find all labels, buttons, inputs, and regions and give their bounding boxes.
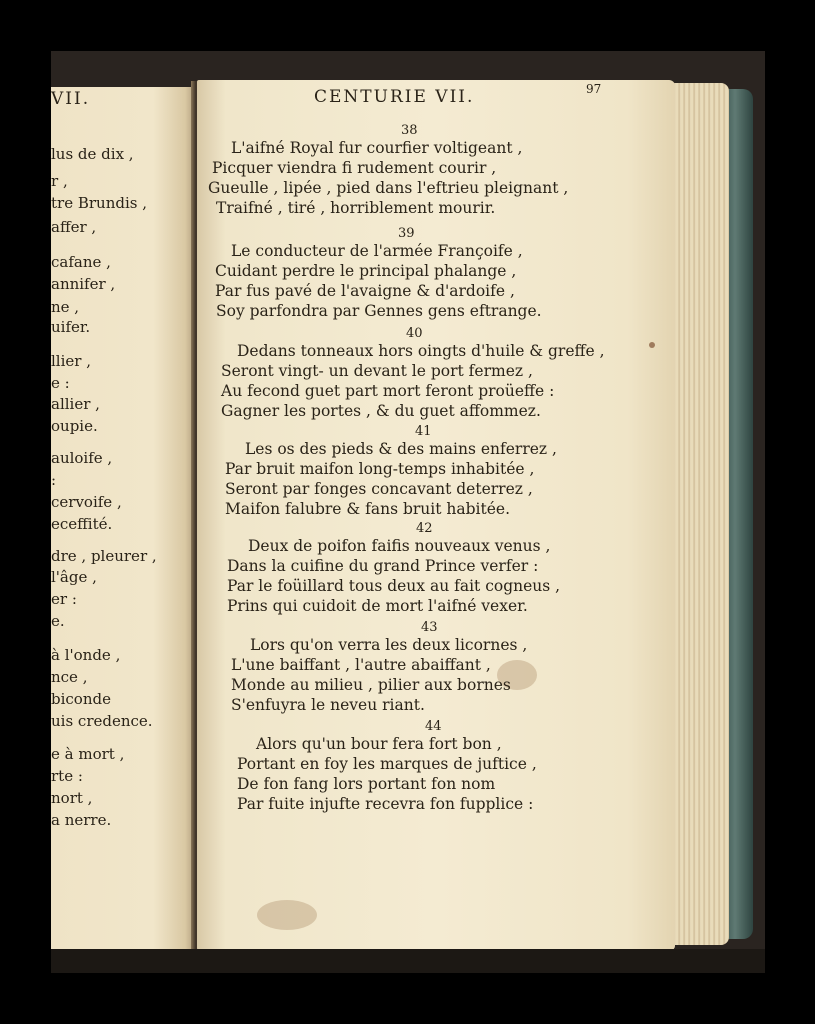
left-page-line: ne , [51, 298, 80, 316]
verse-line: Dans la cuifine du grand Prince verfer : [227, 557, 539, 575]
foxing-stain [257, 900, 317, 930]
quatrain-number: 38 [401, 123, 418, 138]
quatrain-number: 43 [421, 620, 438, 635]
left-page-line: oupie. [51, 417, 98, 435]
left-page-line: lus de dix , [51, 145, 134, 163]
left-page-line: biconde [51, 690, 111, 708]
left-page-line: nort , [51, 789, 93, 807]
left-page-line: r , [51, 172, 68, 190]
quatrain-number: 42 [416, 521, 433, 536]
verse-line: Gagner les portes , & du guet affommez. [221, 402, 541, 420]
book-photograph [51, 51, 765, 973]
left-page-line: llier , [51, 352, 91, 370]
left-page-line: : [51, 471, 57, 489]
left-page-line: dre , pleurer , [51, 547, 157, 565]
verse-line: L'aifné Royal fur courfier voltigeant , [231, 139, 523, 157]
page-fore-edge [671, 83, 729, 945]
left-page-line: allier , [51, 395, 100, 413]
verse-line: Les os des pieds & des mains enferrez , [245, 440, 557, 458]
verse-line: Gueulle , lipée , pied dans l'eftrieu pleignant , [208, 179, 569, 197]
verse-line: Traifné , tiré , horriblement mourir. [216, 199, 496, 217]
left-page-line: tre Brundis , [51, 194, 147, 212]
verse-line: De fon fang lors portant fon nom [237, 775, 496, 793]
left-running-head: VII. [51, 89, 91, 109]
quatrain-number: 39 [398, 226, 415, 241]
verse-line: Alors qu'un bour fera fort bon , [256, 735, 502, 753]
verse-line: Lors qu'on verra les deux licornes , [250, 636, 528, 654]
verse-line: Au fecond guet part mort feront proüeffe : [221, 382, 555, 400]
verse-line: Portant en foy les marques de juftice , [237, 755, 537, 773]
left-page-line: uifer. [51, 318, 91, 336]
quatrain-number: 40 [406, 326, 423, 341]
left-page-line: a nerre. [51, 811, 112, 829]
verse-line: Cuidant perdre le principal phalange , [215, 262, 517, 280]
foxing-spot [649, 342, 655, 348]
verse-line: Seront vingt- un devant le port fermez , [221, 362, 533, 380]
quatrain-number: 41 [415, 424, 432, 439]
verse-line: L'une baiffant , l'autre abaiffant , [231, 656, 491, 674]
left-page-line: annifer , [51, 275, 116, 293]
verse-line: Par fus pavé de l'avaigne & d'ardoife , [215, 282, 515, 300]
left-page-line: à l'onde , [51, 646, 121, 664]
verse-line: S'enfuyra le neveu riant. [231, 696, 425, 714]
left-page-line: er : [51, 590, 77, 608]
verse-line: Seront par fonges concavant deterrez , [225, 480, 533, 498]
left-page-line: nce , [51, 668, 88, 686]
left-page-line: eceffité. [51, 515, 113, 533]
left-page-line: uis credence. [51, 712, 153, 730]
left-page-line: affer , [51, 218, 97, 236]
verse-line: Le conducteur de l'armée Françoife , [231, 242, 523, 260]
verse-line: Soy parfondra par Gennes gens eftrange. [216, 302, 542, 320]
verse-line: Dedans tonneaux hors oingts d'huile & greffe , [237, 342, 605, 360]
quatrain-number: 44 [425, 719, 442, 734]
verse-line: Par fuite injufte recevra fon fupplice : [237, 795, 534, 813]
verse-line: Picquer viendra fi rudement courir , [212, 159, 497, 177]
verse-line: Maifon falubre & fans bruit habitée. [225, 500, 510, 518]
left-page-line: e à mort , [51, 745, 125, 763]
verse-line: Par bruit maifon long-temps inhabitée , [225, 460, 535, 478]
verse-line: Prins qui cuidoit de mort l'aifné vexer. [227, 597, 528, 615]
verse-line: Deux de poifon faifis nouveaux venus , [248, 537, 551, 555]
left-page-line: auloife , [51, 449, 113, 467]
left-page-line: rte : [51, 767, 83, 785]
left-page-line: e. [51, 612, 65, 630]
verse-line: Par le foüillard tous deux au fait cogneus , [227, 577, 561, 595]
verse-line: Monde au milieu , pilier aux bornes [231, 676, 511, 694]
left-page-line: l'âge , [51, 568, 97, 586]
table-surface [51, 949, 765, 973]
left-page-line: e : [51, 374, 70, 392]
page-number: 97 [586, 82, 602, 96]
left-page-line: cafane , [51, 253, 111, 271]
left-page-line: cervoife , [51, 493, 122, 511]
running-head: CENTURIE VII. [314, 87, 475, 107]
